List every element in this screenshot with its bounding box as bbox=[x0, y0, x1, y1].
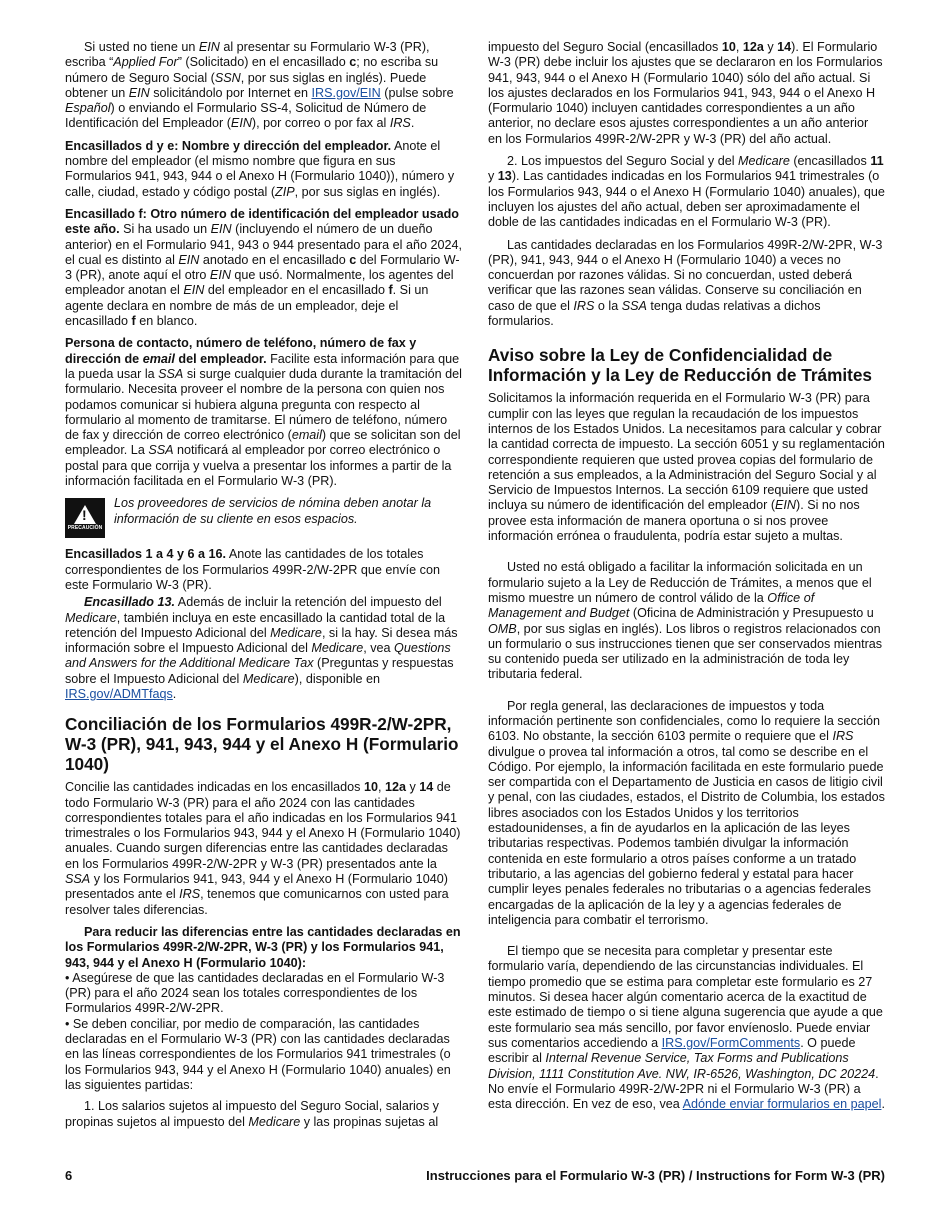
left-column bbox=[65, 40, 462, 1137]
link-form-comments[interactable]: IRS.gov/FormComments bbox=[661, 1035, 801, 1050]
numbered-item-2: 2. Los impuestos del Seguro Social y del Medicare (encasillados 11 y 13). Las cantidades indicadas en los Formularios 941 trimestrales (o los Formularios 943, 944 o el Anexo H (Formulario 1040) anuales), que incluyen los ajustes del año actual, deben ser aproximadamente el doble de las cantidades indicadas en el Formulario W-3 (PR). bbox=[488, 154, 885, 230]
paragraph-privacy-1: Solicitamos la información requerida en el Formulario W-3 (PR) para cumplir con las leyes que regulan la recaudación de los impuestos internos de los Estados Unidos. La necesitamos para calcular y cobrar la cantidad correcta de impuesto. La sección 6051 y su reglamentación correspondiente requieren que usted provea copias del formulario de retención a sus empleados, a la Administración del Seguro Social y al Servicio de Impuestos Internos. La sección 6109 requiere que usted incluya su número de identificación del empleador (EIN). Si no nos provee esta información de manera oportuna o si nos provee información errónea o fraudulenta, podría estar sujeto a multas. bbox=[488, 391, 885, 544]
paragraph-boxes-d-e: Encasillados d y e: Nombre y dirección del empleador. Anote el nombre del empleador (el mismo nombre que figura en sus Formularios 941, 943, 944 o el Anexo H (Formulario 1040)), número y calle, ciudad, estado y código postal (ZIP, por sus siglas en inglés). bbox=[65, 138, 455, 199]
paragraph-contact-person: Persona de contacto, número de teléfono, número de fax y dirección de email del empleador. Facilite esta información para que la pueda usar la SSA si surge cualquier duda durante la tramitación del formulario. Necesita proveer el nombre de la persona con quien nos podamos comunicar si hubiera alguna pregunta con respecto al formulario al momento de tramitarse. El número de teléfono, número de fax y dirección de correo electrónico (email) que se solicitan son del empleador. La SSA notificará al empleador por correo electrónico o postal para que corrija y vuelva a presentar los informes a partir de la información facilitada en el Formulario W-3 (PR). bbox=[65, 336, 462, 489]
paragraph-box-13: Encasillado 13. Además de incluir la retención del impuesto del Medicare, también incluya en este encasillado la cantidad total de la retención del Impuesto Adicional del Medicare, si la hay. Si desea más información sobre el Impuesto Adicional del Medicare, vea Questions and Answers for the Additional Medicare Tax (Preguntas y respuestas sobre el Impuesto Adicional del Medicare), disponible en IRS.gov/ADMTfaqs. bbox=[65, 595, 458, 701]
paragraph-time-estimate: El tiempo que se necesita para completar y presentar este formulario varía, dependiendo de las circunstancias individuales. El tiempo promedio que se estima para completar este formulario es 27 minutos. Si desea hacer algún comentario acerca de la exactitud de este estimado de tiempo o si tiene alguna sugerencia que ayude a que este formulario sea más sencillo, por favor envíenoslo. Puede enviar sus comentarios accediendo a IRS.gov/FormComments. O puede escribir al Internal Revenue Service, Tax Forms and Publications Division, 1111 Constitution Ave. NW, IR-6526, Washington, DC 20224. No envíe el Formulario 499R-2/W-2PR ni el Formulario W-3 (PR) a esta dirección. En vez de eso, vea Adónde enviar formularios en papel. bbox=[488, 944, 885, 1112]
paragraph-reduce-differences: Para reducir las diferencias entre las cantidades declaradas en los Formularios 499R-2/W-2PR, W-3 (PR) y los Formularios 941, 943, 944 y el Anexo H (Formulario 1040): bbox=[65, 924, 461, 970]
footer-title: Instrucciones para el Formulario W-3 (PR) / Instructions for Form W-3 (PR) bbox=[426, 1168, 885, 1183]
paragraph-privacy-2: Usted no está obligado a facilitar la información solicitada en un formulario sujeto a la Ley de Reducción de Trámites, a menos que el mismo muestre un número de control válido de la Office of Management and Budget (Oficina de Administración y Presupuesto u OMB, por sus siglas en inglés). Los libros o registros relacionados con un formulario o sus instrucciones tienen que ser conservados mientras su contenido pueda ser utilizado en la administración de toda ley tributaria federal. bbox=[488, 560, 883, 682]
link-where-to-file[interactable]: Adónde enviar formularios en papel bbox=[682, 1097, 882, 1112]
bullet-item-totals: • Asegúrese de que las cantidades declaradas en el Formulario W-3 (PR) para el año 2024 sean los totales correspondientes de los Formularios 499R-2/W-2PR. bbox=[65, 970, 445, 1016]
right-column bbox=[488, 40, 885, 1119]
bullet-item-compare: • Se deben conciliar, por medio de comparación, las cantidades declaradas en el Formulario W-3 (PR) con las cantidades declaradas en las líneas correspondientes de los Formularios 941 trimestrales (o los Formularios 943, 944 y el Anexo H (Formulario 1040) anuales) en las siguientes partidas: bbox=[65, 1016, 451, 1092]
paragraph-reconcile: Concilie las cantidades indicadas en los encasillados 10, 12a y 14 de todo Formulario W-3 (PR) para el año 2024 con las cantidades correspondientes totales para el año indicadas en los Formularios 941 trimestrales o los Formularios 943, 944 y el Anexo H (Formulario 1040) anuales. Cuando surgen diferencias entre las cantidades declaradas en los Formularios 499R-2/W-2PR y W-3 (PR) presentados ante la SSA y los Formularios 941, 943, 944 y el Anexo H (Formulario 1040) presentados ante el IRS, tenemos que comunicarnos con usted para resolver tales diferencias. bbox=[65, 780, 461, 917]
paragraph-valid-reasons: Las cantidades declaradas en los Formularios 499R-2/W-2PR, W-3 (PR), 941, 943, 944 o el Anexo H (Formulario 1040) a veces no concuerdan por razones válidas. Si no concuerdan, usted deberá verificar que las razones sean válidas. Conserve su conciliación en caso de que el IRS o la SSA tenga dudas relativas a dichos formularios. bbox=[488, 237, 883, 329]
paragraph-ein: Si usted no tiene un EIN al presentar su Formulario W-3 (PR), escriba “Applied For” (Solicitado) en el encasillado c; no escriba su número de Seguro Social (SSN, por sus siglas en inglés). Puede obtener un EIN solicitándolo por Internet en IRS.gov/EIN (pulse sobre Español) o enviando el Formulario SS-4, Solicitud de Número de Identificación del Empleador (EIN), por correo o por fax al IRS. bbox=[65, 40, 454, 131]
link-irs-admtfaqs[interactable]: IRS.gov/ADMTfaqs bbox=[65, 686, 173, 701]
heading-reconciliation: Conciliación de los Formularios 499R-2/W-2PR, W-3 (PR), 941, 943, 944 y el Anexo H (Formulario 1040) bbox=[65, 714, 459, 775]
numbered-item-1: 1. Los salarios sujetos al impuesto del Seguro Social, salarios y propinas sujetos al impuesto del Medicare y las propinas sujetas al bbox=[65, 1099, 439, 1129]
numbered-item-1-cont: impuesto del Seguro Social (encasillados 10, 12a y 14). El Formulario W-3 (PR) debe incluir los ajustes que se declararon en los Formularios 941, 943, 944 o el Anexo H (Formulario 1040) sólo del año actual. Si los ajustes declarados en los Formularios 941, 943, 944 o el Anexo H (Formulario 1040) incluyen cantidades correspondientes a un año anterior, no declare esos ajustes correspondientes a un año anterior en los Formularios 499R-2/W-2PR y W-3 (PR) del año actual. bbox=[488, 40, 883, 146]
paragraph-privacy-3: Por regla general, las declaraciones de impuestos y toda información pertinente son confidenciales, como lo requiere la sección 6103. No obstante, la sección 6103 permite o requiere que el IRS divulgue o provea tal información a otros, tal como se describe en el Código. Por ejemplo, la información facilitada en este formulario puede ser compartida con el Departamento de Justicia en casos de litigio civil y penal, con las ciudades, estados, el Distrito de Columbia, los estados libres asociados con los Estados Unidos y los territorios estadounidenses, a fin de ayudarlos en la aplicación de las leyes tributarias respectivas. Podemos también divulgar la información contenida en este formulario a otros países conforme a un tratado tributario, a las agencias del gobierno federal y estatal para hacer cumplir leyes penales federales no tributarias o a agencias federales encargadas de la aplicación de la ley y a agencias federales de inteligencia para combatir el terrorismo. bbox=[488, 698, 885, 927]
paragraph-boxes-1-16: Encasillados 1 a 4 y 6 a 16. Anote las cantidades de los totales correspondientes de los Formularios 499R-2/W-2PR que envíe con este Formulario W-3 (PR). bbox=[65, 547, 440, 592]
paragraph-box-f: Encasillado f: Otro número de identificación del empleador usado este año. Si ha usado un EIN (incluyendo el número de un dueño anterior) en el Formulario 941, 943 o 944 presentado para el año 2024, el cual es distinto al EIN anotado en el encasillado c del Formulario W-3 (PR), anote aquí el otro EIN que usó. Normalmente, los agentes del empleador anotan el EIN del empleador en el encasillado f. Si un agente declara en nombre de más de un empleador, deje el encasillado f en blanco. bbox=[65, 206, 462, 329]
page-number: 6 bbox=[65, 1168, 73, 1183]
heading-privacy-act: Aviso sobre la Ley de Confidencialidad de Información y la Ley de Reducción de Trámites bbox=[488, 345, 872, 386]
caution-text: Los proveedores de servicios de nómina deben anotar la información de su cliente en esos espacios. bbox=[114, 496, 432, 526]
caution-note bbox=[65, 496, 462, 538]
caution-icon: ! PRECAUCIÓN bbox=[65, 498, 105, 538]
link-irs-ein[interactable]: IRS.gov/EIN bbox=[311, 85, 381, 100]
